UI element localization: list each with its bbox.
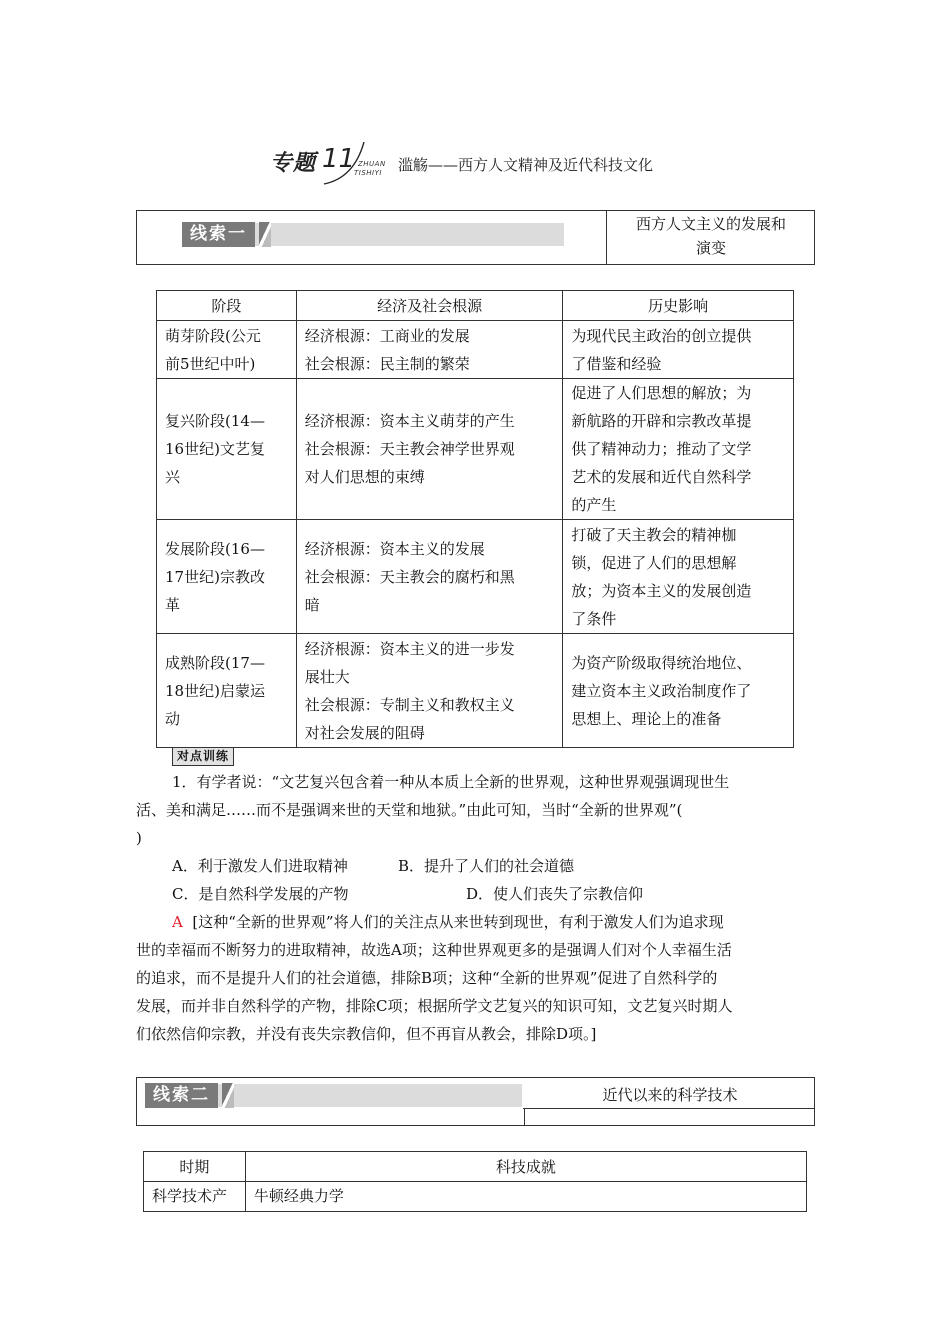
science-tech-table (143, 1151, 807, 1212)
header-period: 时期 (144, 1152, 246, 1182)
clue-two-divider (524, 1108, 525, 1126)
header-achievement: 科技成就 (245, 1152, 806, 1182)
period-cell: 科学技术产 (144, 1182, 246, 1212)
answer-line-2: 世的幸福而不断努力的进取精神，故选A项；这种世界观更多的是强调人们对个人幸福生活 (136, 941, 732, 959)
table-row (157, 634, 794, 748)
question-line-1: 1．有学者说：“文艺复兴包含着一种从本质上全新的世界观，这种世界观强调现世生 (172, 773, 730, 791)
table-row (144, 1182, 807, 1212)
clue-one-box (136, 210, 815, 265)
answer-line-4: 发展，而并非自然科学的产物，排除C项；根据所学文艺复兴的知识可知，文艺复兴时期人 (136, 997, 733, 1015)
stage-cell: 复兴阶段(14— 16世纪)文艺复 兴 (157, 379, 297, 520)
header-impact: 历史影响 (563, 291, 794, 321)
roots-cell: 经济根源：资本主义萌芽的产生 社会根源：天主教会神学世界观 对人们思想的束缚 (296, 379, 563, 520)
stage-cell: 发展阶段(16— 17世纪)宗教改 革 (157, 520, 297, 634)
clue-two-underline (523, 1108, 814, 1109)
clue-two-box (136, 1077, 815, 1126)
chapter-title: 滥觞——西方人文精神及近代科技文化 (398, 156, 654, 174)
clue-two-tag: 线索二 (145, 1083, 218, 1108)
topic-pinyin-1: ZHUAN (358, 160, 386, 168)
impact-cell: 为资产阶级取得统治地位、 建立资本主义政治制度作了 思想上、理论上的准备 (563, 634, 794, 748)
impact-cell: 促进了人们思想的解放；为 新航路的开辟和宗教改革提 供了精神动力；推动了文学 艺术的发展和近代自然科学 的产生 (563, 379, 794, 520)
topic-number: 11 (322, 144, 356, 174)
clue-two-title: 近代以来的科学技术 (602, 1086, 738, 1104)
answer-letter: A (172, 913, 183, 931)
options-row-2 (136, 880, 816, 908)
clue-one-tag: 线索一 (182, 222, 255, 247)
answer-line-5: 们依然信仰宗教，并没有丧失宗教信仰，但不再盲从教会，排除D项。] (136, 1025, 597, 1043)
humanism-stages-table (156, 290, 794, 748)
options-row-1 (136, 852, 816, 880)
clue-two-tag-slant-icon (222, 1083, 234, 1108)
option-c: C．是自然科学发展的产物 (172, 885, 349, 903)
option-b: B．提升了人们的社会道德 (398, 857, 575, 875)
option-d: D．使人们丧失了宗教信仰 (466, 885, 644, 903)
answer-line-1: A [这种“全新的世界观”将人们的关注点从来世转到现世，有利于激发人们为追求现 (172, 913, 724, 931)
achievement-cell: 牛顿经典力学 (245, 1182, 806, 1212)
table-row (157, 520, 794, 634)
table-row (157, 379, 794, 520)
question-block (136, 768, 816, 908)
impact-cell: 为现代民主政治的创立提供 了借鉴和经验 (563, 321, 794, 379)
stage-cell: 萌芽阶段(公元 前5世纪中叶) (157, 321, 297, 379)
answer-line-3: 的追求，而不是提升人们的社会道德，排除B项；这种“全新的世界观”促进了自然科学的 (136, 969, 718, 987)
clue-one-tag-slant-icon (259, 222, 271, 247)
header-roots: 经济及社会根源 (296, 291, 563, 321)
stage-cell: 成熟阶段(17— 18世纪)启蒙运 动 (157, 634, 297, 748)
roots-cell: 经济根源：工商业的发展 社会根源：民主制的繁荣 (296, 321, 563, 379)
header-stage: 阶段 (157, 291, 297, 321)
topic-label: 专题 (270, 151, 317, 176)
roots-cell: 经济根源：资本主义的进一步发 展壮大 社会根源：专制主义和教权主义 对社会发展的阻碍 (296, 634, 563, 748)
roots-cell: 经济根源：资本主义的发展 社会根源：天主教会的腐朽和黑 暗 (296, 520, 563, 634)
question-line-2: 活、美和满足……而不是强调来世的天堂和地狱。”由此可知，当时“全新的世界观”( (136, 801, 683, 819)
chapter-header (270, 138, 730, 190)
impact-cell: 打破了天主教会的精神枷 锁，促进了人们的思想解 放；为资本主义的发展创造 了条件 (563, 520, 794, 634)
answer-block (136, 908, 816, 1048)
topic-pinyin-2: TISHIYI (354, 169, 382, 177)
clue-one-title: 西方人文主义的发展和 演变 (635, 215, 786, 257)
table-header-row (157, 291, 794, 321)
table-header-row (144, 1152, 807, 1182)
option-a: A．利于激发人们进取精神 (172, 857, 348, 875)
table-row (157, 321, 794, 379)
practice-tag: 对点训练 (172, 747, 234, 766)
question-line-3: ) (136, 829, 142, 847)
